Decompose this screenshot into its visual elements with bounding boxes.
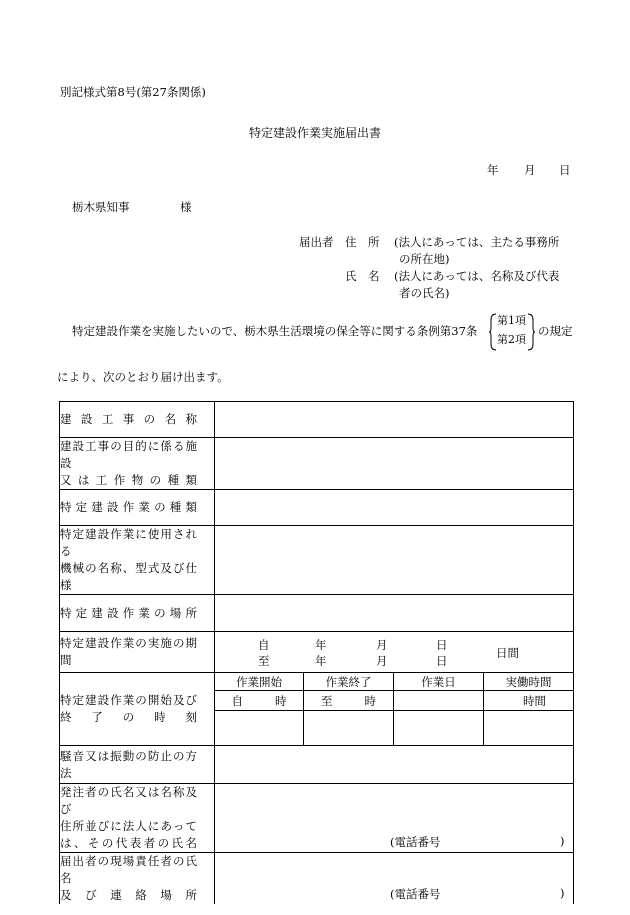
row-site-manager bbox=[60, 853, 574, 905]
period-from-day: 日 bbox=[436, 638, 448, 652]
input-facility-type[interactable] bbox=[215, 438, 574, 490]
row-period bbox=[60, 632, 574, 673]
col-end-header: 作業終了 bbox=[304, 673, 394, 691]
address-note-2: の所在地) bbox=[399, 252, 450, 266]
row-orderer bbox=[60, 784, 574, 853]
label-time-1: 特定建設作業の開始及び bbox=[60, 693, 197, 707]
row-work-type bbox=[60, 490, 574, 526]
row-time-header bbox=[60, 673, 574, 691]
orderer-phone-line bbox=[215, 832, 573, 852]
input-construction-name[interactable] bbox=[215, 402, 574, 438]
input-period[interactable] bbox=[215, 632, 574, 673]
label-machinery-1: 特定建設作業に使用される bbox=[60, 527, 197, 558]
site-phone-close: ) bbox=[560, 886, 565, 900]
cell-end-extra[interactable] bbox=[304, 711, 394, 746]
input-machinery[interactable] bbox=[215, 526, 574, 595]
label-time-2: 終了の時刻 bbox=[60, 710, 197, 724]
label-work-type: 特定建設作業の種類 bbox=[60, 500, 197, 514]
cell-end-time[interactable] bbox=[304, 691, 394, 711]
row-location bbox=[60, 595, 574, 632]
name-note-1: (法人にあっては、名称及び代表 bbox=[394, 269, 560, 283]
input-site-manager[interactable] bbox=[215, 853, 574, 905]
notification-table bbox=[59, 401, 574, 904]
cell-start-extra[interactable] bbox=[215, 711, 304, 746]
cell-hours-extra[interactable] bbox=[484, 711, 574, 746]
site-phone-label: (電話番号 bbox=[390, 887, 441, 901]
input-location[interactable] bbox=[215, 595, 574, 632]
date-day: 日 bbox=[559, 163, 571, 177]
end-hour-unit: 時 bbox=[364, 693, 376, 708]
row-construction-name bbox=[60, 402, 574, 438]
period-from: 自 bbox=[258, 638, 270, 652]
clause-2: 第2項 bbox=[497, 333, 526, 346]
start-from: 自 bbox=[231, 693, 243, 708]
label-orderer-2: 住所並びに法人にあって bbox=[60, 819, 197, 833]
date-year: 年 bbox=[487, 163, 499, 177]
input-orderer[interactable] bbox=[215, 784, 574, 853]
cell-workday-extra[interactable] bbox=[394, 711, 484, 746]
cell-workday[interactable] bbox=[394, 691, 484, 711]
period-to-year: 年 bbox=[315, 654, 327, 668]
body-text-1: 特定建設作業を実施したいので、栃木県生活環境の保全等に関する条例第37条 bbox=[72, 324, 478, 338]
label-prevention: 騒音又は振動の防止の方法 bbox=[60, 748, 197, 780]
body-text-2: の規定 bbox=[538, 324, 573, 338]
label-orderer-3: は、その代表者の氏名 bbox=[60, 836, 197, 850]
clause-1: 第1項 bbox=[497, 314, 526, 327]
label-site-manager-1: 届出者の現場責任者の氏名 bbox=[60, 854, 197, 885]
body-text-3: により、次のとおり届け出ます。 bbox=[57, 370, 229, 384]
period-to: 至 bbox=[258, 654, 270, 668]
document-title: 特定建設作業実施届出書 bbox=[248, 126, 381, 140]
form-reference: 別記様式第8号(第27条関係) bbox=[60, 85, 206, 99]
col-workday-header: 作業日 bbox=[394, 673, 484, 691]
site-phone-line bbox=[215, 886, 573, 904]
orderer-phone-close: ) bbox=[560, 834, 565, 848]
col-hours-header: 実働時間 bbox=[484, 673, 574, 691]
period-to-month: 月 bbox=[376, 654, 388, 668]
cell-hours[interactable] bbox=[484, 691, 574, 711]
input-work-type[interactable] bbox=[215, 490, 574, 526]
addressee: 栃木県知事 bbox=[72, 200, 130, 214]
col-start-header: 作業開始 bbox=[215, 673, 304, 691]
name-label: 氏 名 bbox=[345, 269, 380, 283]
label-site-manager-2: 及び連絡場所 bbox=[60, 888, 197, 902]
input-prevention[interactable] bbox=[215, 746, 574, 784]
label-facility-type-1: 建設工事の目的に係る施設 bbox=[60, 439, 197, 470]
date-month: 月 bbox=[524, 163, 536, 177]
label-construction-name: 建設工事の名称 bbox=[60, 412, 197, 426]
address-label: 住 所 bbox=[345, 235, 380, 249]
period-days: 日間 bbox=[496, 646, 519, 660]
period-grid bbox=[215, 632, 573, 672]
label-orderer-1: 発注者の氏名又は名称及び bbox=[60, 785, 197, 816]
label-facility-type-2: 又は工作物の種類 bbox=[60, 473, 197, 487]
row-machinery bbox=[60, 526, 574, 595]
period-from-month: 月 bbox=[376, 638, 388, 652]
period-to-day: 日 bbox=[436, 654, 448, 668]
period-from-year: 年 bbox=[315, 638, 327, 652]
orderer-phone-label: (電話番号 bbox=[390, 835, 441, 849]
address-note-1: (法人にあっては、主たる事務所 bbox=[394, 235, 560, 249]
row-prevention bbox=[60, 746, 574, 784]
start-hour-unit: 時 bbox=[275, 693, 287, 708]
label-machinery-2: 機械の名称、型式及び仕様 bbox=[60, 561, 197, 592]
label-location: 特定建設作業の場所 bbox=[60, 605, 197, 620]
notifier-label: 届出者 bbox=[299, 235, 334, 249]
end-to: 至 bbox=[321, 693, 333, 708]
name-note-2: 者の氏名) bbox=[399, 286, 450, 300]
hours-unit: 時間 bbox=[523, 693, 546, 708]
label-period: 特定建設作業の実施の期間 bbox=[60, 636, 197, 667]
row-facility-type bbox=[60, 438, 574, 490]
honorific: 様 bbox=[180, 200, 192, 214]
cell-start-time[interactable] bbox=[215, 691, 304, 711]
